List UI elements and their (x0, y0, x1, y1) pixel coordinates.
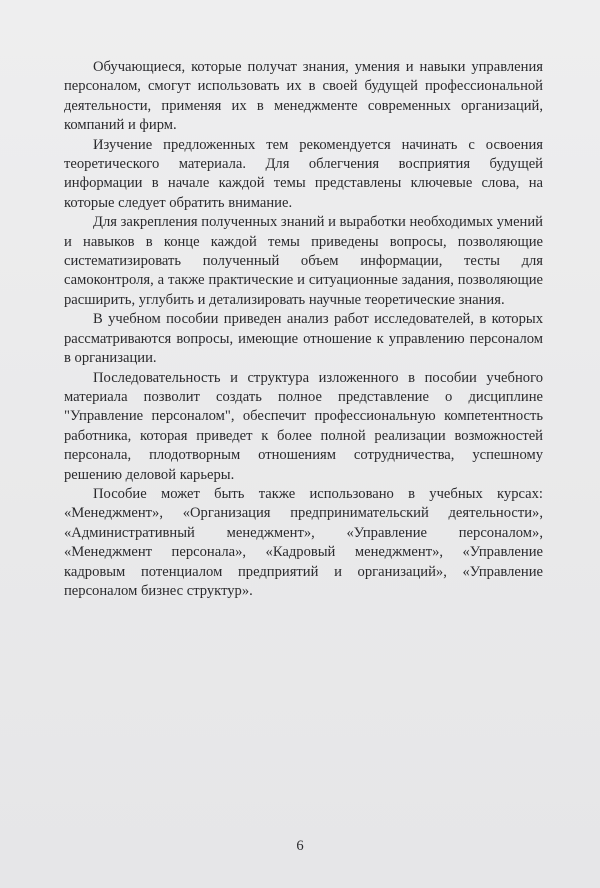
paragraph-1: Обучающиеся, которые получат знания, умения и навыки управления персоналом, смогут использовать их в своей будущей профессиональной деятельности, применяя их в менеджменте современных организаций, компаний и фирм. (64, 59, 543, 134)
paragraph-2: Изучение предложенных тем рекомендуется начинать с освоения теоретического материала. Для облегчения восприятия будущей информации в начале каждой темы представлены ключевые слова, на которые следует обратить внимание. (64, 136, 543, 211)
page-number: 6 (296, 838, 304, 854)
paragraph-6: Пособие может быть также использовано в учебных курсах: «Менеджмент», «Организация предпринимательский деятельности», «Административный менеджмент», «Управление персоналом», «Менеджмент персонала», «Кадровый менеджмент», «Управление кадровым потенциалом предприятий и организаций», «Управление персоналом бизнес структур». (64, 485, 543, 599)
paragraph-5: Последовательность и структура изложенного в пособии учебного материала позволит создать полное представление о дисциплине "Управление персоналом", обеспечит профессиональную компетентность работника, которая приведет к более полной реализации возможностей персонала, плодотворным отношениям сотрудничества, успешному решению деловой карьеры. (64, 369, 543, 483)
body-text (64, 58, 543, 601)
paragraph-3: Для закрепления полученных знаний и выработки необходимых умений и навыков в конце каждой темы приведены вопросы, позволяющие систематизировать полученный объем информации, тесты для самоконтроля, а также практические и ситуационные задания, позволяющие расширить, углубить и детализировать научные теоретические знания. (64, 214, 543, 308)
paragraph-4: В учебном пособии приведен анализ работ исследователей, в которых рассматриваются вопросы, имеющие отношение к управлению персоналом в организации. (64, 311, 543, 367)
